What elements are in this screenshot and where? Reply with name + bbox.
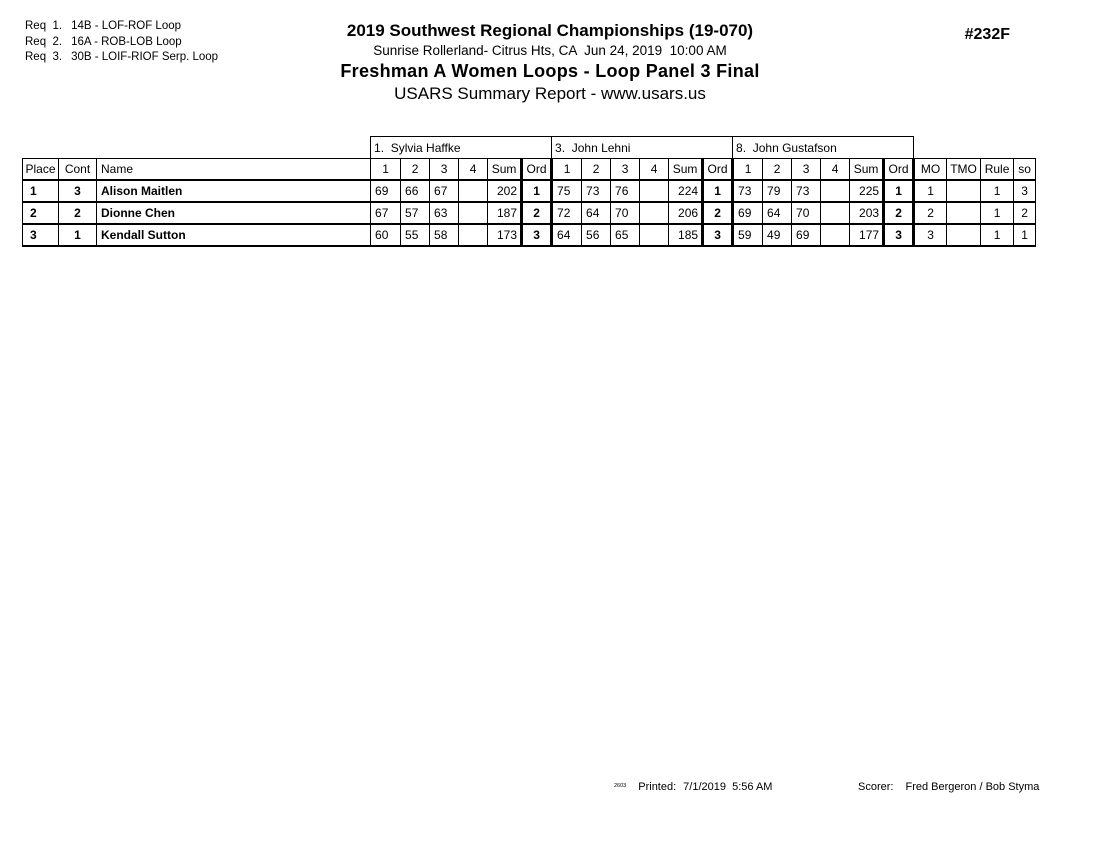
requirement-label: Req 1. (25, 20, 63, 32)
sum-cell: 224 (669, 180, 703, 202)
cont-cell: 3 (59, 180, 97, 202)
sum-cell: 173 (488, 224, 522, 246)
score-cell: 64 (763, 202, 792, 224)
score-cell: 69 (792, 224, 821, 246)
col-header-j2-ord: Ord (703, 159, 733, 181)
score-cell (459, 180, 488, 202)
col-header-j3-4: 4 (821, 159, 850, 181)
venue-date-line: Sunrise Rollerland- Citrus Hts, CA Jun 24, 2019 10:00 AM (373, 43, 727, 58)
requirement-desc: 30B - LOIF-RIOF Serp. Loop (71, 51, 219, 63)
col-header-j1-ord: Ord (522, 159, 552, 181)
mo-cell: 3 (914, 224, 947, 246)
requirement-desc: 14B - LOF-ROF Loop (71, 20, 182, 32)
version-mark: 2603 (614, 783, 627, 789)
printed-label: Printed: (638, 781, 677, 793)
judges-header-row (23, 137, 1036, 159)
printed-timestamp: 7/1/2019 5:56 AM (683, 781, 773, 793)
sum-cell: 203 (850, 202, 884, 224)
mo-cell: 2 (914, 202, 947, 224)
col-header-j2-1: 1 (552, 159, 582, 181)
ord-cell: 3 (703, 224, 733, 246)
col-header-rule: Rule (981, 159, 1014, 181)
col-header-j1-3: 3 (430, 159, 459, 181)
printed-footer (614, 781, 772, 793)
score-cell: 73 (733, 180, 763, 202)
col-header-tmo: TMO (947, 159, 981, 181)
ord-cell: 3 (884, 224, 914, 246)
scorer-names: Fred Bergeron / Bob Styma (905, 781, 1040, 793)
score-cell (821, 224, 850, 246)
col-header-j1-1: 1 (371, 159, 401, 181)
cont-cell: 2 (59, 202, 97, 224)
ord-cell: 2 (884, 202, 914, 224)
col-header-mo: MO (914, 159, 947, 181)
score-cell: 73 (792, 180, 821, 202)
col-header-j1-2: 2 (401, 159, 430, 181)
score-cell: 64 (582, 202, 611, 224)
score-cell (821, 180, 850, 202)
col-header-j1-4: 4 (459, 159, 488, 181)
score-cell (459, 202, 488, 224)
score-cell: 76 (611, 180, 640, 202)
col-header-j3-ord: Ord (884, 159, 914, 181)
col-header-j3-sum: Sum (850, 159, 884, 181)
competition-title: 2019 Southwest Regional Championships (19-070) (346, 21, 754, 40)
skater-name-cell: Alison Maitlen (97, 180, 371, 202)
ord-cell: 3 (522, 224, 552, 246)
col-header-cont: Cont (59, 159, 97, 181)
score-cell (640, 224, 669, 246)
requirement-label: Req 2. (25, 35, 63, 48)
col-header-j1-sum: Sum (488, 159, 522, 181)
rule-cell: 1 (981, 224, 1014, 246)
score-cell: 67 (430, 180, 459, 202)
col-header-so: so (1014, 159, 1036, 181)
col-header-j2-3: 3 (611, 159, 640, 181)
score-cell: 59 (733, 224, 763, 246)
tmo-cell (947, 180, 981, 202)
judges-row-spacer (914, 137, 1036, 159)
place-cell: 2 (23, 202, 59, 224)
score-cell: 60 (371, 224, 401, 246)
col-header-j2-sum: Sum (669, 159, 703, 181)
scorer-footer (858, 781, 1039, 793)
score-cell: 57 (401, 202, 430, 224)
rule-cell: 1 (981, 180, 1014, 202)
ord-cell: 1 (884, 180, 914, 202)
so-cell: 2 (1014, 202, 1036, 224)
sum-cell: 185 (669, 224, 703, 246)
score-cell: 58 (430, 224, 459, 246)
score-cell: 70 (792, 202, 821, 224)
col-header-name: Name (97, 159, 371, 181)
score-cell: 64 (552, 224, 582, 246)
score-cell: 73 (582, 180, 611, 202)
score-cell (640, 180, 669, 202)
so-cell: 1 (1014, 224, 1036, 246)
place-cell: 1 (23, 180, 59, 202)
sum-cell: 202 (488, 180, 522, 202)
score-cell: 70 (611, 202, 640, 224)
cont-cell: 1 (59, 224, 97, 246)
score-cell: 69 (733, 202, 763, 224)
sum-cell: 187 (488, 202, 522, 224)
score-cell (459, 224, 488, 246)
results-table (22, 136, 1036, 247)
rule-cell: 1 (981, 202, 1014, 224)
tmo-cell (947, 224, 981, 246)
col-header-j3-2: 2 (763, 159, 792, 181)
sum-cell: 177 (850, 224, 884, 246)
report-header (0, 21, 1100, 105)
col-header-place: Place (23, 159, 59, 181)
column-header-row (23, 159, 1036, 181)
judge-1-name: 1. Sylvia Haffke (371, 137, 552, 159)
score-cell: 55 (401, 224, 430, 246)
requirement-desc: 16A - ROB-LOB Loop (71, 35, 182, 48)
tmo-cell (947, 202, 981, 224)
mo-cell: 1 (914, 180, 947, 202)
result-row (23, 224, 1036, 246)
skater-name-cell: Dionne Chen (97, 202, 371, 224)
doc-number: #232F (964, 26, 1010, 43)
result-row (23, 180, 1036, 202)
score-cell: 72 (552, 202, 582, 224)
so-cell: 3 (1014, 180, 1036, 202)
score-cell: 66 (401, 180, 430, 202)
ord-cell: 1 (703, 180, 733, 202)
score-cell: 49 (763, 224, 792, 246)
score-cell: 56 (582, 224, 611, 246)
score-cell: 79 (763, 180, 792, 202)
score-cell: 75 (552, 180, 582, 202)
scorer-label: Scorer: (858, 781, 894, 793)
ord-cell: 2 (703, 202, 733, 224)
score-cell: 67 (371, 202, 401, 224)
score-cell: 65 (611, 224, 640, 246)
score-cell (821, 202, 850, 224)
report-title: USARS Summary Report - www.usars.us (394, 84, 706, 103)
sum-cell: 206 (669, 202, 703, 224)
col-header-j2-4: 4 (640, 159, 669, 181)
event-title: Freshman A Women Loops - Loop Panel 3 Final (340, 61, 760, 81)
score-cell: 63 (430, 202, 459, 224)
judge-2-name: 3. John Lehni (552, 137, 733, 159)
col-header-j3-1: 1 (733, 159, 763, 181)
judge-3-name: 8. John Gustafson (733, 137, 914, 159)
col-header-j2-2: 2 (582, 159, 611, 181)
place-cell: 3 (23, 224, 59, 246)
skater-name-cell: Kendall Sutton (97, 224, 371, 246)
ord-cell: 2 (522, 202, 552, 224)
result-row (23, 202, 1036, 224)
requirement-label: Req 3. (25, 51, 63, 63)
sum-cell: 225 (850, 180, 884, 202)
score-cell: 69 (371, 180, 401, 202)
col-header-j3-3: 3 (792, 159, 821, 181)
judges-row-spacer (23, 137, 371, 159)
score-cell (640, 202, 669, 224)
ord-cell: 1 (522, 180, 552, 202)
